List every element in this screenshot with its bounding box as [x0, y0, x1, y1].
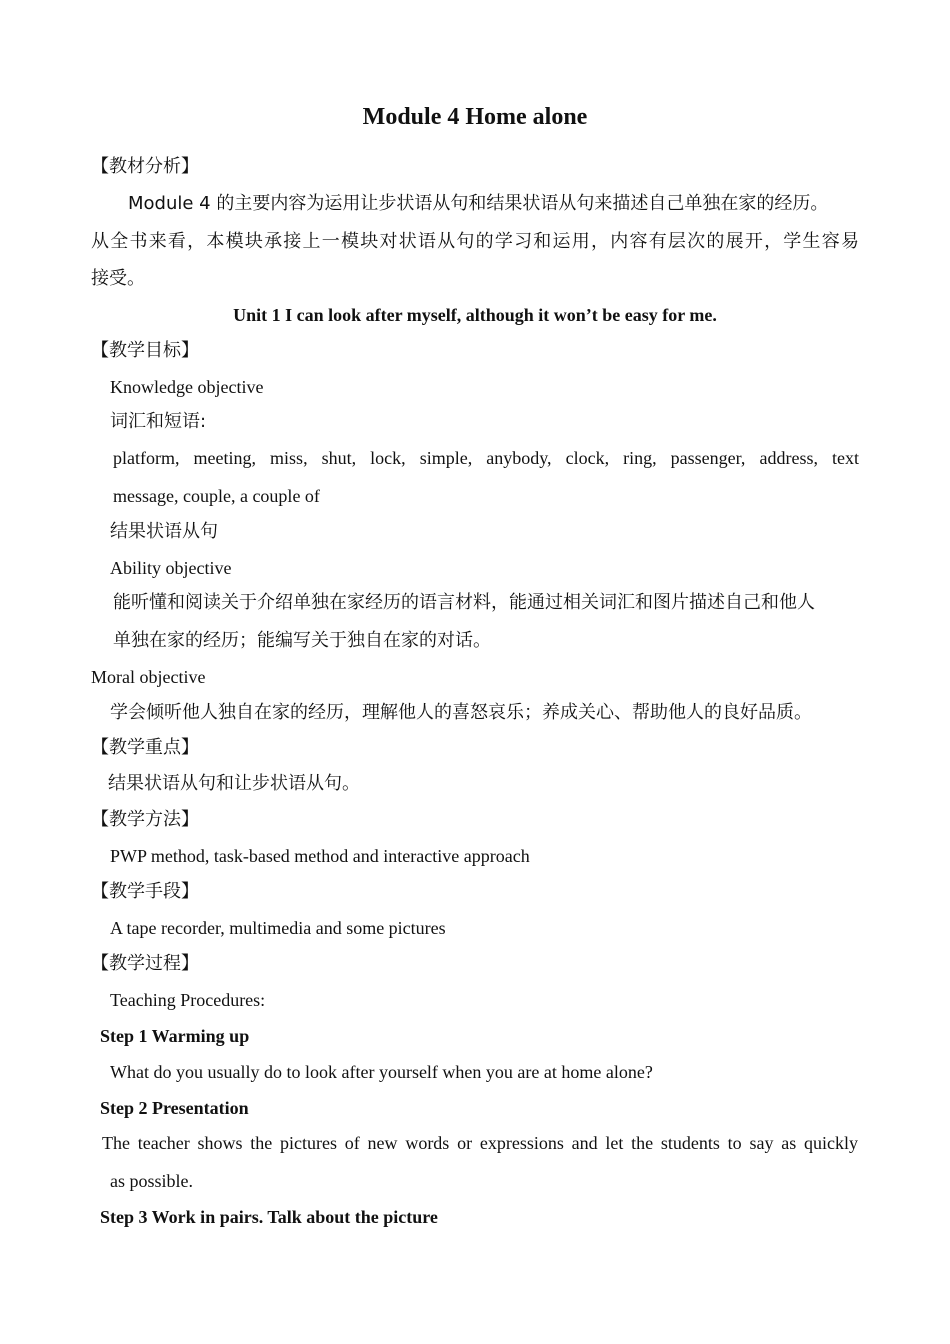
- means-heading: 【教学手段】: [91, 881, 199, 902]
- step3-title: Step 3 Work in pairs. Talk about the picture: [100, 1207, 438, 1227]
- analysis-line-3: 接受。: [91, 268, 145, 289]
- analysis-line-1: Module 4 的主要内容为运用让步状语从句和结果状语从句来描述自己单独在家的经历。: [128, 193, 829, 214]
- key-points-line: 结果状语从句和让步状语从句。: [108, 773, 360, 794]
- step2-line-2: as possible.: [110, 1171, 193, 1191]
- means-line: A tape recorder, multimedia and some pictures: [110, 918, 446, 938]
- step1-title: Step 1 Warming up: [100, 1026, 250, 1046]
- knowledge-objective: Knowledge objective: [110, 377, 264, 397]
- analysis-heading: 【教材分析】: [91, 156, 199, 177]
- ability-objective: Ability objective: [110, 558, 232, 578]
- ability-line-2: 单独在家的经历；能编写关于独自在家的对话。: [113, 630, 491, 651]
- key-points-heading: 【教学重点】: [91, 737, 199, 758]
- step2-title: Step 2 Presentation: [100, 1098, 249, 1118]
- objectives-heading: 【教学目标】: [91, 340, 199, 361]
- vocab-label: 词汇和短语:: [110, 411, 207, 432]
- vocab-line-2: message, couple, a couple of: [113, 486, 320, 506]
- step1-text: What do you usually do to look after yourself when you are at home alone?: [110, 1062, 653, 1082]
- document-title: Module 4 Home alone: [362, 104, 588, 130]
- process-heading: 【教学过程】: [91, 953, 199, 974]
- ability-line-1: 能听懂和阅读关于介绍单独在家经历的语言材料，能通过相关词汇和图片描述自己和他人: [113, 592, 815, 613]
- analysis-line-2: 从全书来看，本模块承接上一模块对状语从句的学习和运用，内容有层次的展开，学生容易: [91, 231, 859, 252]
- vocab-line-1: platform, meeting, miss, shut, lock, simple, anybody, clock, ring, passenger, address, text: [113, 448, 859, 468]
- procedures-label: Teaching Procedures:: [110, 990, 266, 1010]
- unit-title: Unit 1 I can look after myself, although it won’t be easy for me.: [233, 305, 717, 325]
- methods-heading: 【教学方法】: [91, 809, 199, 830]
- step2-line-1: The teacher shows the pictures of new words or expressions and let the students to say as quickly: [102, 1133, 858, 1153]
- grammar-label: 结果状语从句: [110, 521, 218, 542]
- methods-line: PWP method, task-based method and interactive approach: [110, 846, 530, 866]
- moral-objective: Moral objective: [91, 667, 206, 687]
- moral-line: 学会倾听他人独自在家的经历，理解他人的喜怒哀乐；养成关心、帮助他人的良好品质。: [110, 702, 812, 723]
